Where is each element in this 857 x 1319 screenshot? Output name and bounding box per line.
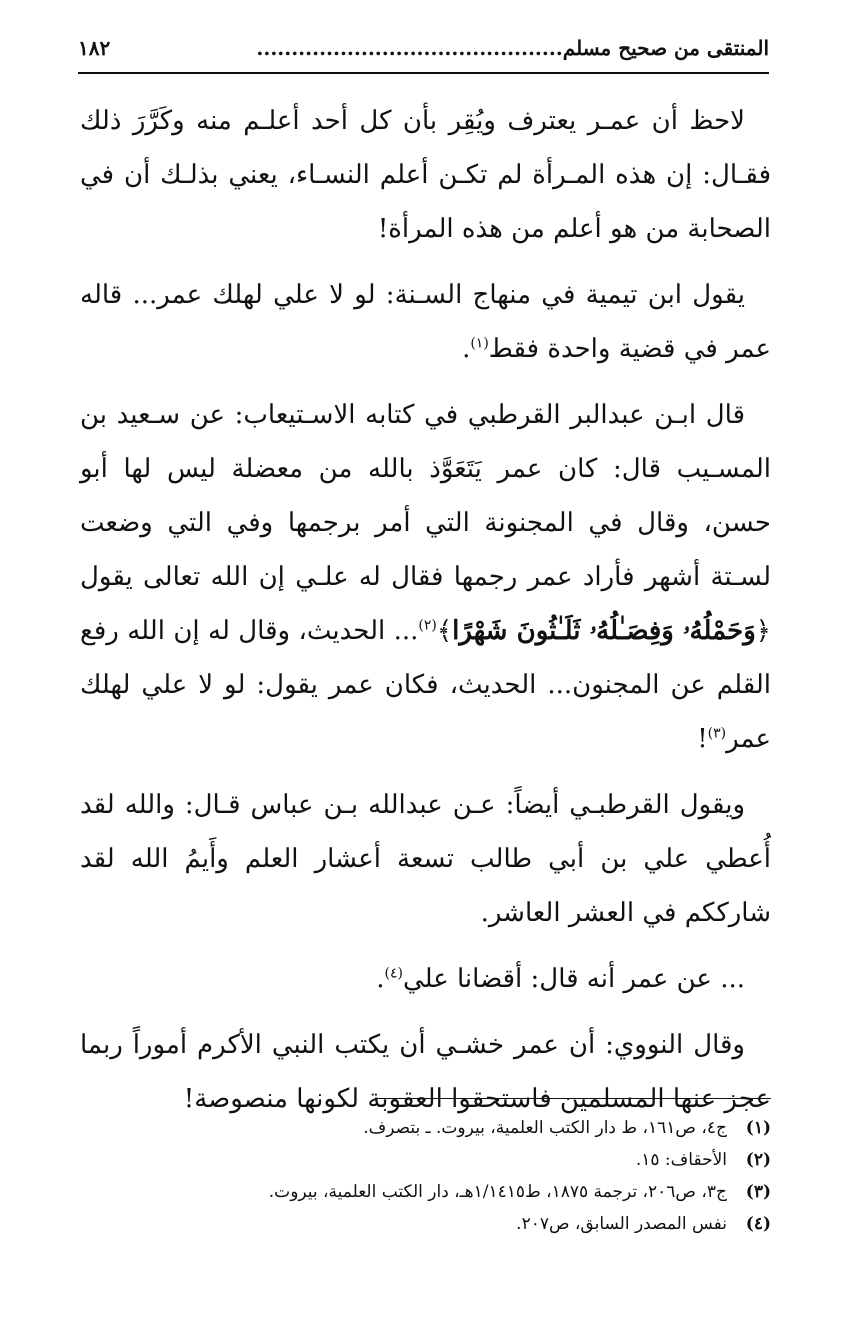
footnote-item	[80, 1112, 771, 1144]
running-header	[78, 28, 769, 68]
paragraph-5	[80, 952, 771, 1006]
footnote-number: (١)	[745, 1118, 771, 1138]
footnotes	[80, 1112, 771, 1240]
paragraph-tail: !	[697, 724, 708, 754]
footnote-item	[80, 1144, 771, 1176]
footnote-item	[80, 1176, 771, 1208]
footnote-divider	[376, 1098, 771, 1099]
page-number: ١٨٢	[78, 36, 111, 60]
paragraph-4	[80, 778, 771, 940]
footnote-text: نفس المصدر السابق، ص٢٠٧.	[516, 1214, 727, 1234]
header-divider	[78, 72, 769, 74]
paragraph-text: لاحظ أن عمـر يعترف ويُقِر بأن كل أحد أعلـم منه وكَرَّرَ ذلك فقـال: إن هذه المـرأة لم تكـن أعلم النسـاء، يعني بذلـك أن في الصحابة من هو أعلم من هذه المرأة!	[80, 106, 771, 244]
footnote-text: ج٤، ص١٦١، ط دار الكتب العلمية، بيروت. ـ بتصرف.	[363, 1118, 727, 1138]
footnote-item	[80, 1208, 771, 1240]
running-title: المنتقى من صحيح مسلم............................................	[256, 36, 769, 60]
verse-bracket: ﴾	[436, 616, 453, 646]
footnote-marker[interactable]: (٤)	[384, 965, 403, 982]
main-text	[80, 94, 771, 1138]
footnote-text: ج٣، ص٢٠٦، ترجمة ١٨٧٥، ط١/١٤١٥هـ، دار الكتب العلمية، بيروت.	[268, 1182, 727, 1202]
paragraph-1	[80, 94, 771, 256]
paragraph-text: ... الحديث، وقال له إن الله رفع القلم عن المجنون... الحديث، فكان عمر يقول: لو لا علي لهلك عمر	[80, 616, 771, 754]
paragraph-text: قال ابـن عبدالبر القرطبي في كتابه الاسـتيعاب: عن سـعيد بن المسـيب قال: كان عمر يَتَعَوَّذ بالله من معضلة ليس لها أبو حسن، وقال في المجنونة التي أمر برجمها وفي التي وضعت لسـتة أشهر فأراد عمر رجمها فقال له علـي إن الله تعالى يقول ﴿	[80, 400, 771, 646]
paragraph-text: يقول ابن تيمية في منهاج السـنة: لو لا علي لهلك عمر... قاله عمر في قضية واحدة فقط	[80, 280, 771, 364]
paragraph-2	[80, 268, 771, 376]
paragraph-text: وقال النووي: أن عمر خشـي أن يكتب النبي الأكرم أموراً ربما عجز عنها المسلمين فاستحقوا العقوبة لكونها منصوصة!	[80, 1030, 771, 1114]
footnote-marker[interactable]: (٣)	[707, 725, 727, 742]
footnote-marker[interactable]: (١)	[470, 335, 489, 352]
paragraph-text: ويقول القرطبـي أيضاً: عـن عبدالله بـن عباس قـال: والله لقد أُعطي علي بن أبي طالب تسعة أعشار العلم وأَيمُ الله لقد شارككم في العشر العاشر.	[80, 790, 771, 928]
paragraph-6	[80, 1018, 771, 1126]
footnote-number: (٢)	[745, 1150, 771, 1170]
paragraph-tail: .	[462, 334, 471, 364]
paragraph-3	[80, 388, 771, 766]
quran-verse: وَحَمْلُهُۥ وَفِصَـٰلُهُۥ ثَلَـٰثُونَ شَهْرًا	[452, 616, 756, 646]
footnote-text: الأحقاف: ١٥.	[635, 1150, 727, 1170]
footnote-marker[interactable]: (٢)	[418, 617, 437, 634]
footnote-number: (٣)	[745, 1182, 771, 1202]
paragraph-tail: .	[376, 964, 385, 994]
footnote-number: (٤)	[745, 1214, 771, 1234]
paragraph-text: ... عن عمر أنه قال: أقضانا علي	[402, 964, 745, 994]
